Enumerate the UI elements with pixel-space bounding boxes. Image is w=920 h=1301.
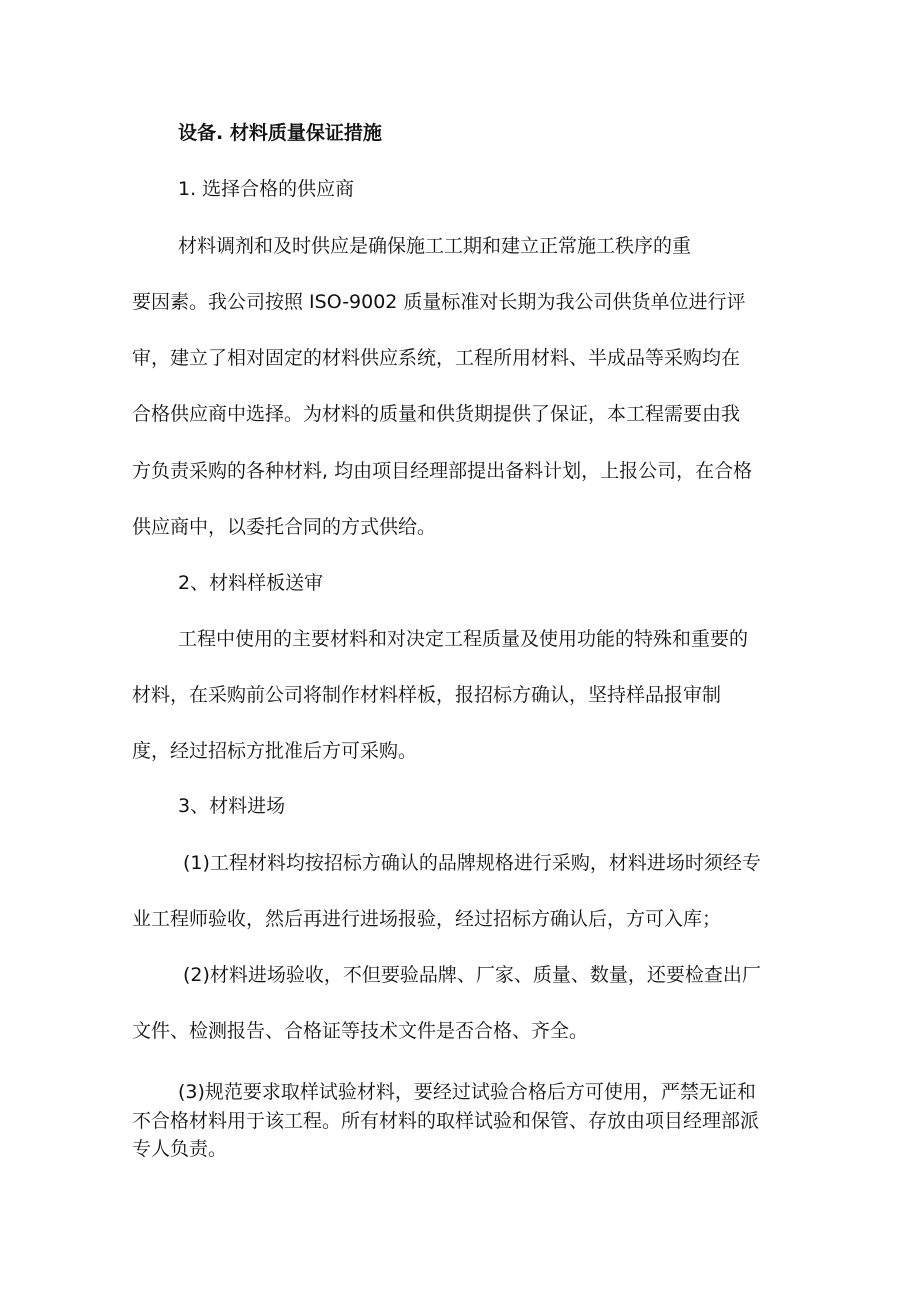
section-1-line-5: 方负责采购的各种材料, 均由项目经理部提出备料计划，上报公司，在合格: [132, 460, 753, 482]
document-title: 设备. 材料质量保证措施: [178, 122, 382, 144]
section-2-line-1: 工程中使用的主要材料和对决定工程质量及使用功能的特殊和重要的: [178, 628, 749, 650]
section-1-line-4: 合格供应商中选择。为材料的质量和供货期提供了保证，本工程需要由我: [132, 403, 741, 425]
section-3-line-2: 业工程师验收，然后再进行进场报验，经过招标方确认后，方可入库；: [132, 908, 722, 930]
section-3-line-6: 不合格材料用于该工程。所有材料的取样试验和保管、存放由项目经理部派: [132, 1110, 760, 1132]
section-3-line-7: 专人负责。: [132, 1138, 228, 1160]
section-3-line-5: (3)规范要求取样试验材料，要经过试验合格后方可使用，严禁无证和: [178, 1081, 756, 1103]
section-3-heading: 3、材料进场: [178, 795, 286, 817]
section-2-heading: 2、材料样板送审: [178, 572, 324, 594]
section-2-line-2: 材料，在采购前公司将制作材料样板，报招标方确认，坚持样品报审制: [132, 684, 722, 706]
section-1-line-6: 供应商中，以委托合同的方式供给。: [132, 516, 437, 538]
section-1-line-3: 审，建立了相对固定的材料供应系统，工程所用材料、半成品等采购均在: [132, 347, 741, 369]
section-1-line-1: 材料调剂和及时供应是确保施工工期和建立正常施工秩序的重: [178, 235, 692, 257]
section-1-heading: 1. 选择合格的供应商: [178, 178, 355, 200]
section-2-line-3: 度，经过招标方批准后方可采购。: [132, 740, 418, 762]
section-3-line-4: 文件、检测报告、合格证等技术文件是否合格、齐全。: [132, 1020, 589, 1042]
section-3-line-3: (2)材料进场验收，不但要验品牌、厂家、质量、数量，还要检查出厂: [183, 964, 761, 986]
section-3-line-1: (1)工程材料均按招标方确认的品牌规格进行采购，材料进场时须经专: [183, 852, 761, 874]
section-1-line-2: 要因素。我公司按照 ISO-9002 质量标准对长期为我公司供货单位进行评: [132, 291, 746, 313]
